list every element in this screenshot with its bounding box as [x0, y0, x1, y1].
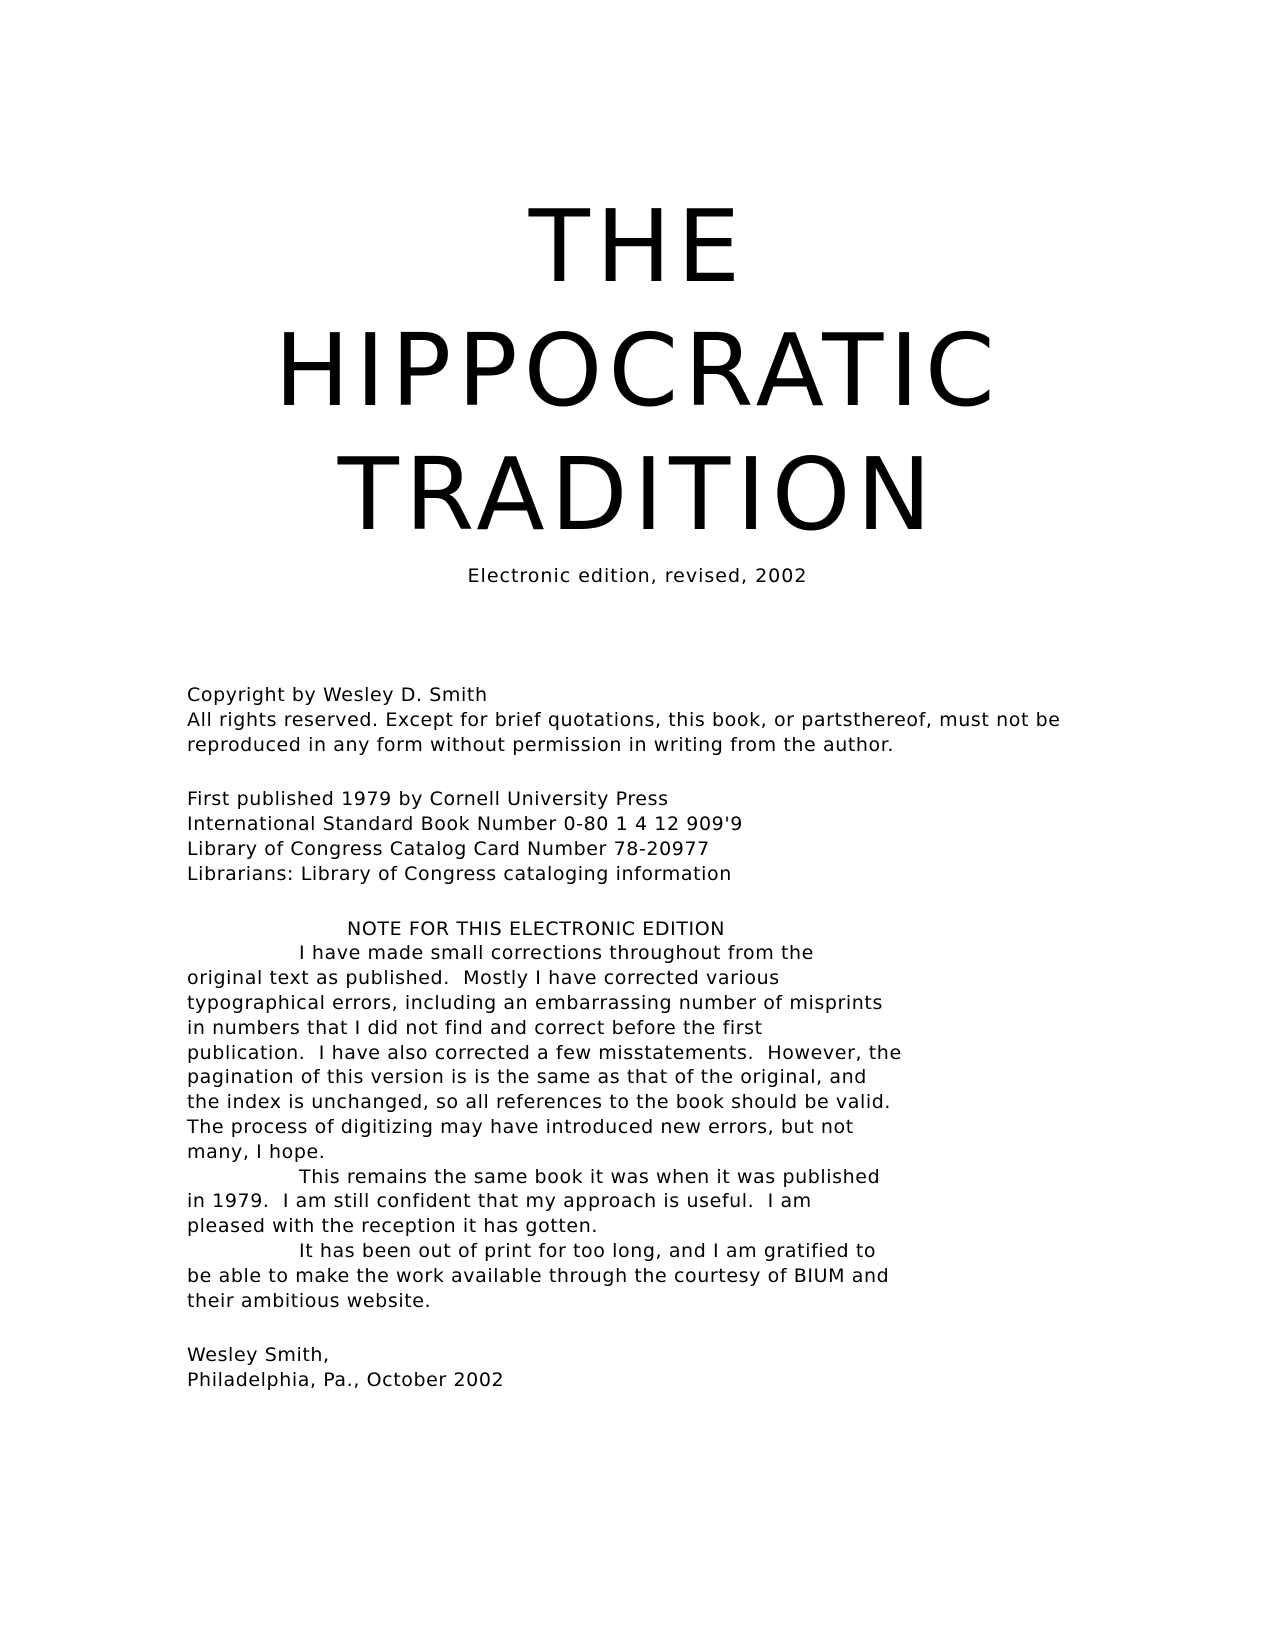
note-paragraph-2-line: in 1979. I am still confident that my approach is useful. I am — [187, 1190, 812, 1213]
note-paragraph-1-line: typographical errors, including an embarrassing number of misprints — [187, 991, 883, 1014]
note-paragraph-1-line: pagination of this version is is the same as that of the original, and — [187, 1066, 867, 1089]
note-paragraph-2-line: pleased with the reception it has gotten. — [187, 1215, 598, 1238]
publication-info — [187, 787, 1087, 886]
note-paragraph-1-line: publication. I have also corrected a few misstatements. However, the — [187, 1041, 902, 1064]
spacer — [187, 887, 1087, 917]
note-paragraph-1-line: many, I hope. — [187, 1140, 326, 1163]
note-heading: NOTE FOR THIS ELECTRONIC EDITION — [347, 917, 726, 940]
title-line-2: HIPPOCRATIC — [274, 312, 1001, 429]
title-line-1: THE — [528, 188, 747, 305]
rights-line: All rights reserved. Except for brief quotations, this book, or partsthereof, must not be — [187, 708, 1061, 731]
copyright-block — [187, 683, 1087, 757]
librarians-line: Librarians: Library of Congress cataloging information — [187, 862, 732, 885]
spacer — [187, 757, 1087, 787]
note-paragraph-3-line: be able to make the work available through the courtesy of BIUM and — [187, 1264, 890, 1287]
note-paragraph-1-line: original text as published. Mostly I have corrected various — [187, 967, 780, 990]
signature-place-date: Philadelphia, Pa., October 2002 — [187, 1369, 505, 1392]
note-paragraph-1-line: the index is unchanged, so all references to the book should be valid. — [187, 1091, 892, 1114]
lccn-line: Library of Congress Catalog Card Number 78-20977 — [187, 837, 710, 860]
note-paragraph-1-line: The process of digitizing may have introduced new errors, but not — [187, 1115, 854, 1138]
spacer — [187, 1313, 1087, 1343]
title-block — [0, 185, 1275, 589]
note-paragraph-1-line: in numbers that I did not find and correct before the first — [187, 1016, 763, 1039]
note-paragraph-3-line: It has been out of print for too long, and I am gratified to — [299, 1239, 877, 1262]
title-line-3: TRADITION — [337, 436, 938, 553]
note-paragraph-2-line: This remains the same book it was when it was published — [299, 1165, 881, 1188]
copyright-line: Copyright by Wesley D. Smith — [187, 684, 488, 706]
electronic-edition-note — [187, 917, 1087, 1314]
signature-block — [187, 1343, 1087, 1393]
isbn-line: International Standard Book Number 0-80 1 4 12 909'9 — [187, 813, 743, 836]
signature-name: Wesley Smith, — [187, 1344, 330, 1367]
edition-subtitle: Electronic edition, revised, 2002 — [467, 565, 808, 587]
rights-line-continued: reproduced in any form without permission in writing from the author. — [187, 733, 895, 756]
body-text — [187, 683, 1087, 1393]
note-paragraph-1-line: I have made small corrections throughout from the — [299, 942, 814, 965]
note-paragraph-3-line: their ambitious website. — [187, 1289, 432, 1312]
first-published-line: First published 1979 by Cornell University Press — [187, 788, 669, 811]
